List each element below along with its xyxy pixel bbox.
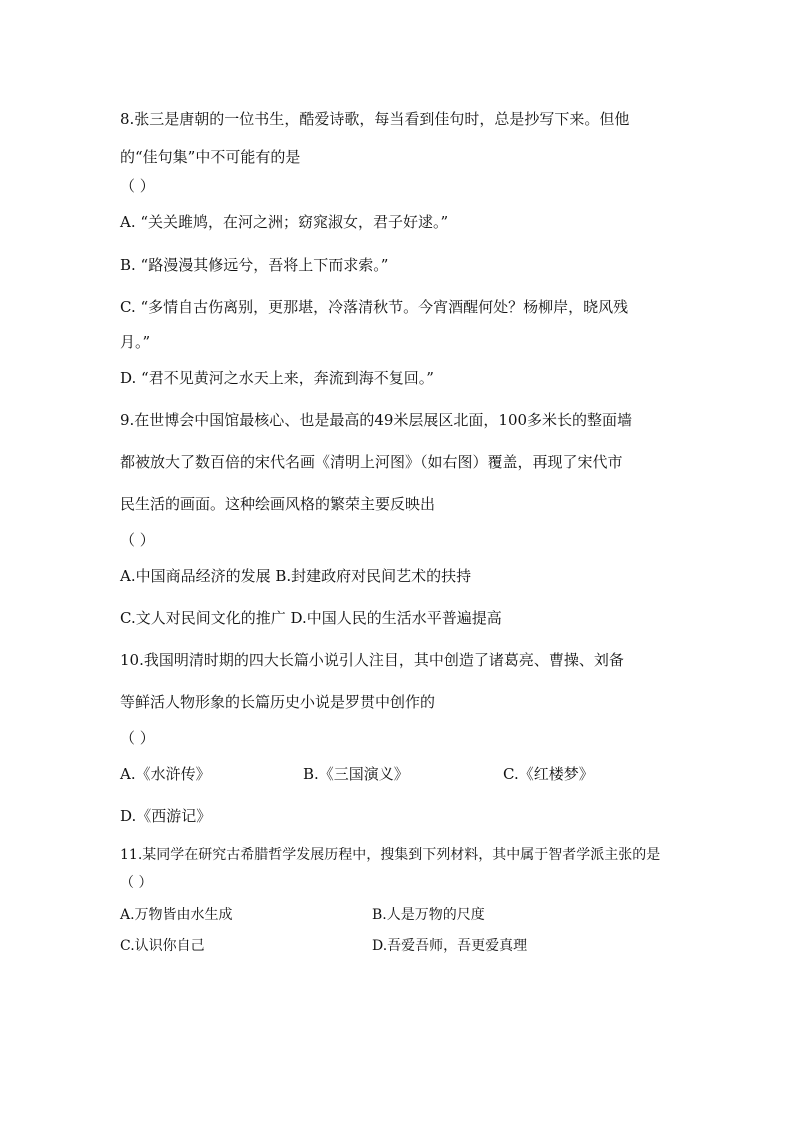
q11-option-b: B.人是万物的尺度 [372, 907, 485, 923]
q9-option-cd: C.文人对民间文化的推广 D.中国人民的生活水平普遍提高 [120, 609, 502, 627]
q11-options-row1 [120, 905, 680, 925]
q10-stem-line1: 10.我国明清时期的四大长篇小说引人注目，其中创造了诸葛亮、曹操、刘备 [120, 651, 624, 669]
q8-stem-line1: 8.张三是唐朝的一位书生，酷爱诗歌，每当看到佳句时，总是抄写下来。但他 [120, 110, 630, 128]
q10-stem-line2: 等鲜活人物形象的长篇历史小说是罗贯中创作的 [120, 693, 436, 711]
q9-stem-line3: 民生活的画面。这种绘画风格的繁荣主要反映出 [120, 495, 436, 513]
q8-option-c-line2: 月。” [120, 333, 151, 351]
q11-option-d: D.吾爱吾师，吾更爱真理 [372, 938, 528, 954]
q9-stem-line2: 都被放大了数百倍的宋代名画《清明上河图》（如右图）覆盖，再现了宋代市 [120, 453, 623, 471]
q8-option-d: D. “君不见黄河之水天上来，奔流到海不复回。” [120, 369, 434, 387]
q9-stem-line1: 9.在世博会中国馆最核心、也是最高的49米层展区北面，100多米长的整面墙 [120, 411, 633, 429]
q10-option-b: B.《三国演义》 [303, 765, 409, 783]
q8-answer-paren: （ ） [120, 177, 155, 195]
q8-option-b: B. “路漫漫其修远兮，吾将上下而求索。” [120, 256, 389, 274]
q10-option-c: C.《红楼梦》 [503, 765, 594, 783]
q10-option-a: A.《水浒传》 [120, 765, 211, 783]
q10-option-d: D.《西游记》 [120, 807, 212, 825]
q11-answer-paren: （ ） [120, 875, 153, 891]
q10-options-row [120, 764, 680, 784]
q11-options-row2 [120, 936, 680, 956]
q10-answer-paren: （ ） [120, 729, 155, 747]
q11-stem: 11.某同学在研究古希腊哲学发展历程中，搜集到下列材料，其中属于智者学派主张的是 [120, 847, 661, 863]
q11-option-c: C.认识你自己 [120, 938, 205, 954]
q8-stem-line2: 的“佳句集”中不可能有的是 [120, 148, 301, 166]
q11-option-a: A.万物皆由水生成 [120, 907, 233, 923]
q9-option-ab: A.中国商品经济的发展 B.封建政府对民间艺术的扶持 [120, 567, 472, 585]
q9-answer-paren: （ ） [120, 531, 155, 549]
q8-option-a: A. “关关雎鸠，在河之洲；窈窕淑女，君子好逑。” [120, 213, 449, 231]
q8-option-c-line1: C. “多情自古伤离别，更那堪，冷落清秋节。今宵酒醒何处？杨柳岸，晓风残 [120, 298, 629, 316]
